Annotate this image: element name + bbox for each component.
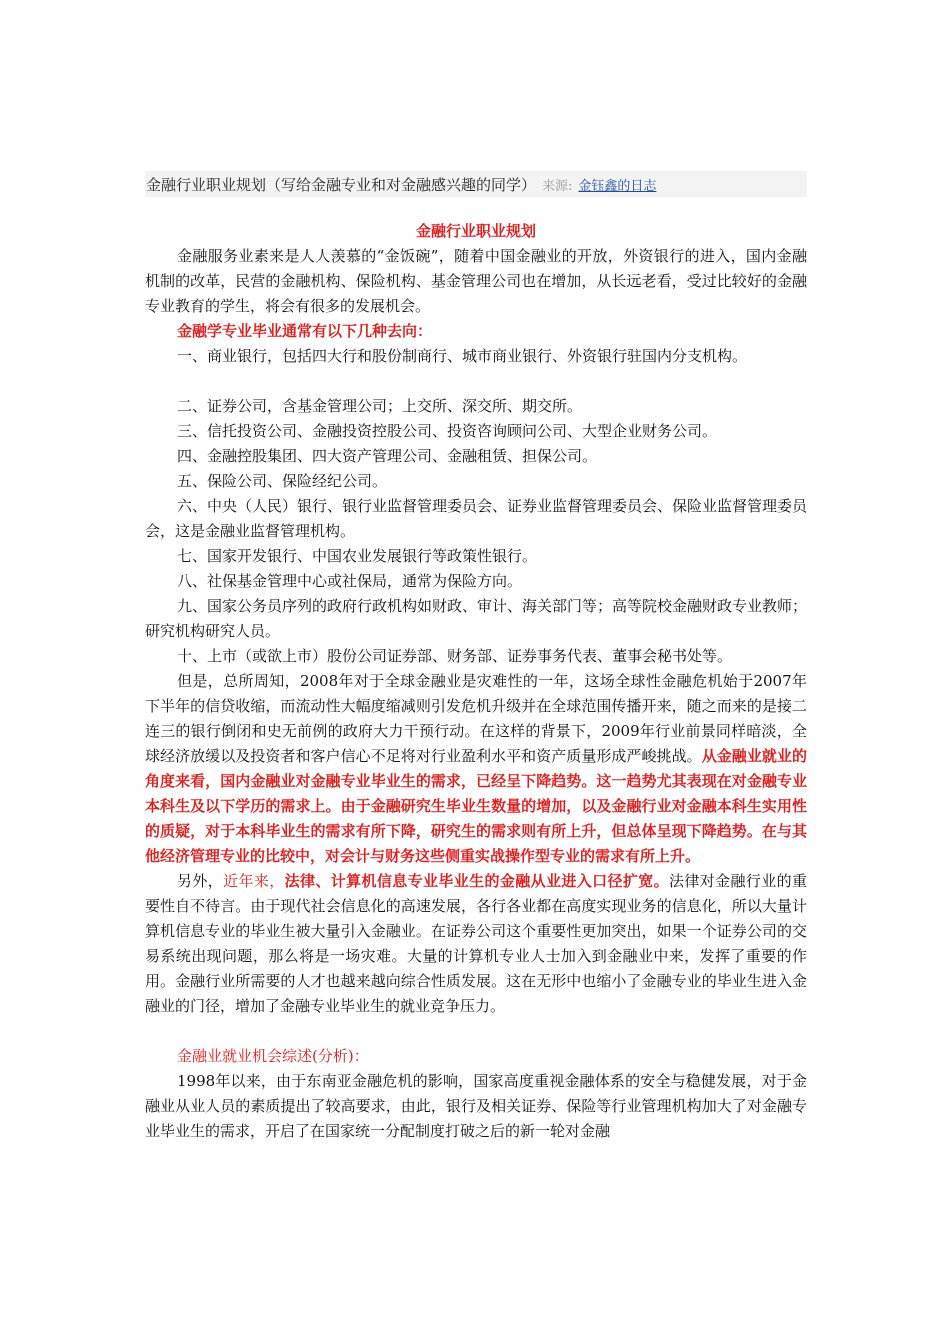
destination-item: 五、保险公司、保险经纪公司。 [177, 472, 388, 490]
opportunity-heading: 金融业就业机会综述(分析)： [177, 1047, 369, 1065]
it-red-bold-text: 法律、计算机信息专业毕业生的金融从业进入口径扩宽。 [284, 872, 669, 890]
destination-item: 八、社保基金管理中心或社保局，通常为保险方向。 [177, 572, 523, 590]
it-lead: 另外， [177, 872, 224, 890]
crisis-highlight: 从金融业就业的角度来看，国内金融业对金融专业毕业生的需求，已经呈下降趋势。这一趋势尤其表现在对金融专业本科生及以下学历的需求上。由于金融研究生毕业生数量的增加，以及金融行业对金融本科生实用性的质疑，对于本科毕业生的需求有所下降，研究生的需求则有所上升，但总体呈现下降趋势。在与其他经济管理专业的比较中，对会计与财务这些侧重实战操作型专业的需求有所上升。 [145, 747, 807, 865]
source-link[interactable]: 金钰鑫的日志 [578, 178, 657, 194]
it-paragraph [145, 869, 807, 1019]
destinations-heading: 金融学专业毕业通常有以下几种去向： [177, 322, 433, 340]
crisis-paragraph [145, 669, 807, 869]
spacer [145, 1019, 807, 1044]
destination-item: 九、国家公务员序列的政府行政机构如财政、审计、海关部门等；高等院校金融财政专业教师；研究机构研究人员。 [145, 597, 808, 640]
it-rest-text: 法律对金融行业的重要性自不待言。由于现代社会信息化的高速发展，各行各业都在高度实现业务的信息化，所以大量计算机信息专业的毕业生被大量引入金融业。在证券公司这个重要性更加突出，如果一个证券公司的交易系统出现问题，那么将是一场灾难。大量的计算机专业人士加入到金融业中来，发挥了重要的作用。金融行业所需要的人才也越来越向综合性质发展。这在无形中也缩小了金融专业的毕业生进入金融业的门径，增加了金融专业毕业生的就业竞争压力。 [145, 872, 807, 1015]
post-title: 金融行业职业规划（写给金融专业和对金融感兴趣的同学） [146, 175, 537, 194]
destination-item: 四、金融控股集团、四大资产管理公司、金融租赁、担保公司。 [177, 447, 598, 465]
source-label: 来源: [542, 178, 573, 194]
destination-item: 三、信托投资公司、金融投资控股公司、投资咨询顾问公司、大型企业财务公司。 [177, 422, 718, 440]
intro-paragraph: 金融服务业素来是人人羡慕的“金饭碗”，随着中国金融业的开放，外资银行的进入，国内金融机制的改革，民营的金融机构、保险机构、基金管理公司也在增加，从长远老看，受过比较好的金融专业教育的学生，将会有很多的发展机会。 [145, 247, 807, 315]
destination-item: 七、国家开发银行、中国农业发展银行等政策性银行。 [177, 547, 538, 565]
it-red-text: 近年来， [223, 872, 285, 890]
destination-item: 六、中央（人民）银行、银行业监督管理委员会、证券业监督管理委员会、保险业监督管理委员会，这是金融业监督管理机构。 [145, 497, 808, 540]
destination-item: 二、证券公司，含基金管理公司；上交所、深交所、期交所。 [177, 397, 583, 415]
spacer [145, 369, 807, 394]
document-page [145, 171, 807, 1144]
post-header [145, 171, 807, 197]
document-title: 金融行业职业规划 [415, 222, 536, 240]
destination-item: 一、商业银行，包括四大行和股份制商行、城市商业银行、外资银行驻国内分支机构。 [177, 347, 748, 365]
crisis-text: 但是，总所周知，2008年对于全球金融业是灾难性的一年，这场全球性金融危机始于2007年下半年的信贷收缩，而流动性大幅度缩减则引发危机升级并在全球范围传播开来，随之而来的是接二连三的银行倒闭和史无前例的政府大力干预行动。在这样的背景下，2009年行业前景同样暗淡，全球经济放缓以及投资者和客户信心不足将对行业盈利水平和资产质量形成严峻挑战。 [145, 672, 807, 765]
opportunity-paragraph: 1998年以来，由于东南亚金融危机的影响，国家高度重视金融体系的安全与稳健发展，对于金融业从业人员的素质提出了较高要求，由此，银行及相关证券、保险等行业管理机构加大了对金融专业毕业生的需求，开启了在国家统一分配制度打破之后的新一轮对金融 [145, 1072, 807, 1140]
destination-item: 十、上市（或欲上市）股份公司证券部、财务部、证券事务代表、董事会秘书处等。 [177, 647, 733, 665]
